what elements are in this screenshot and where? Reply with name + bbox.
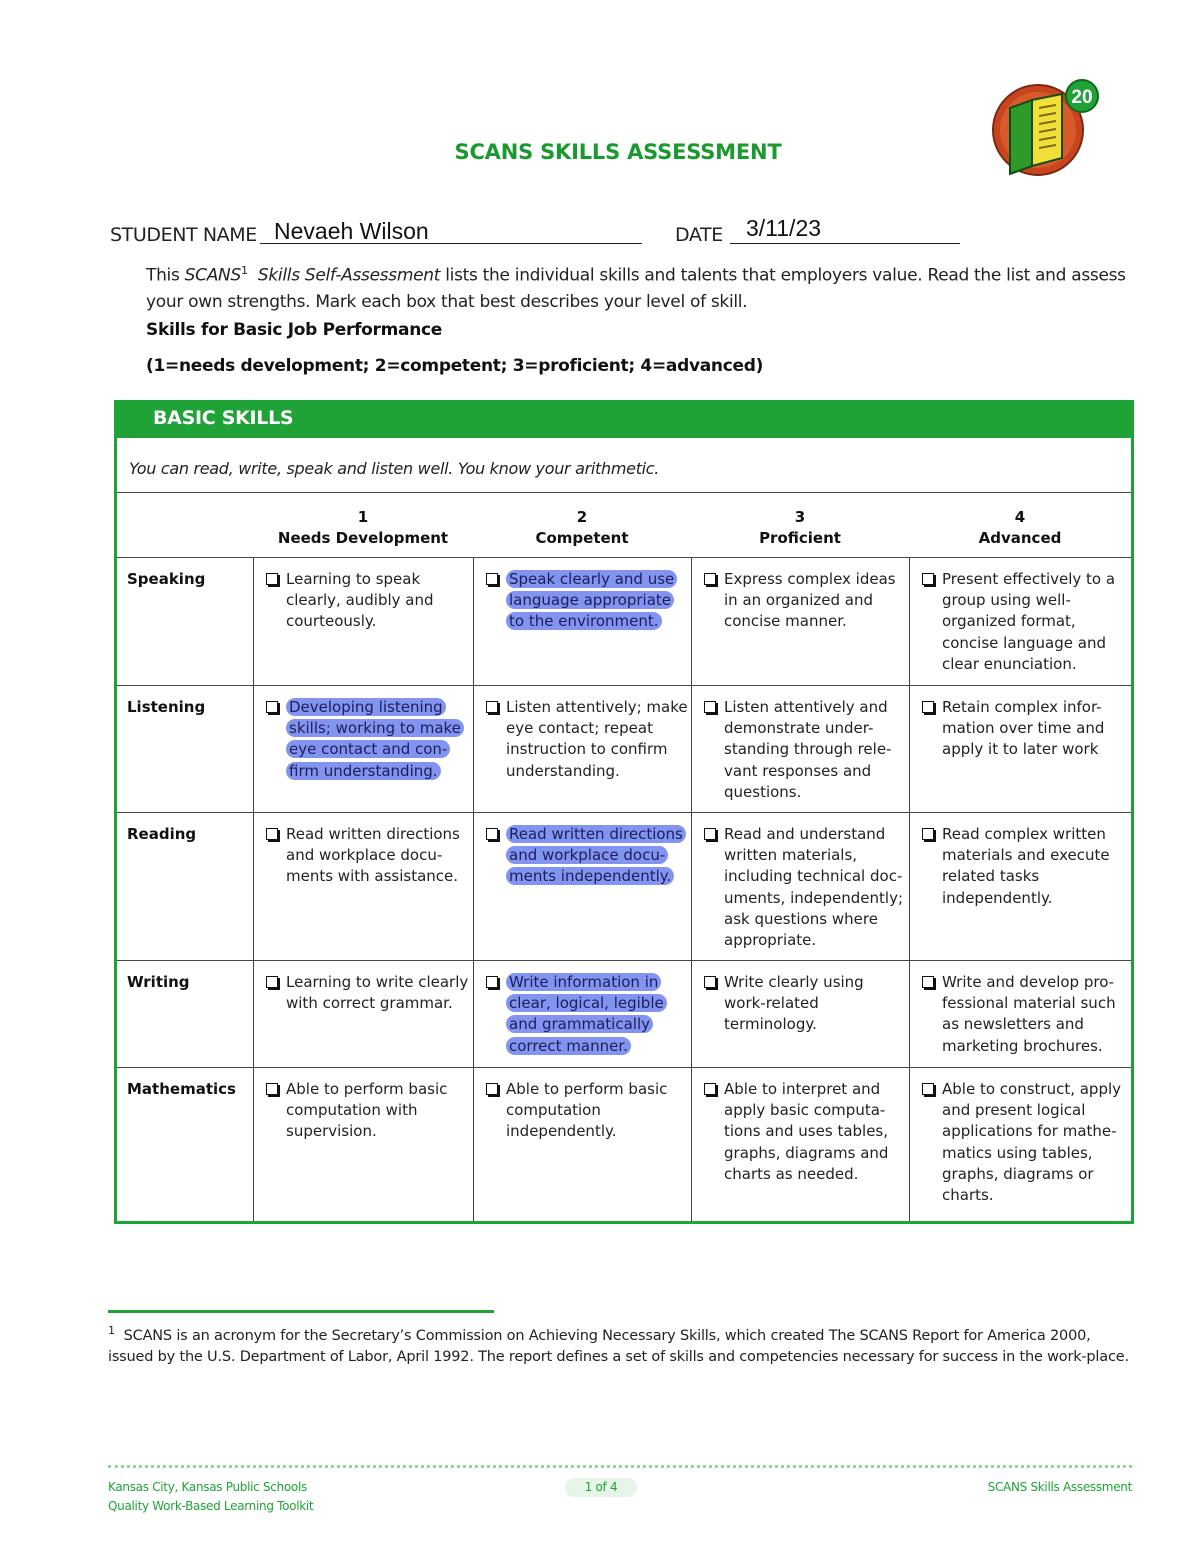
skill-option-text: Listen attentively; make eye contact; repeat instruction to confirm understanding. bbox=[506, 698, 688, 780]
footer-org-line1: Kansas City, Kansas Public Schools bbox=[108, 1480, 307, 1494]
skill-option-text: Able to perform basic computation with supervision. bbox=[286, 1080, 448, 1141]
section-description: You can read, write, speak and listen well. You know your arithmetic. bbox=[129, 459, 660, 478]
checkbox-icon[interactable] bbox=[922, 573, 934, 585]
skill-option-text: Express complex ideas in an organized and concise manner. bbox=[724, 570, 896, 631]
skill-option-writing-4[interactable] bbox=[922, 972, 1134, 1057]
skill-option-text: Learning to speak clearly, audibly and courteously. bbox=[286, 570, 434, 631]
skill-option-speaking-1[interactable] bbox=[266, 569, 476, 633]
skill-option-text: Retain complex infor- mation over time and apply it to later work bbox=[942, 698, 1105, 759]
footnote: $^1$ SCANS is an acronym for the Secretary’s Commission on Achieving Necessary Skills, which created The SCANS Report for America 2000, issued by the U.S. Department of Labor, April 1992. The report defines a set of skills and competencies necessary for success in the work-place. bbox=[108, 1324, 1129, 1366]
checkbox-icon[interactable] bbox=[266, 1083, 278, 1095]
footer-doc-title: SCANS Skills Assessment bbox=[987, 1480, 1132, 1494]
highlighted-skill-option-text: Developing listening skills; working to make eye contact and con- firm understanding. bbox=[286, 698, 464, 780]
skill-option-mathematics-1[interactable] bbox=[266, 1079, 476, 1143]
skill-option-speaking-4[interactable] bbox=[922, 569, 1134, 675]
checkbox-icon[interactable] bbox=[704, 573, 716, 585]
skill-option-text: Able to interpret and apply basic computa- tions and uses tables, graphs, diagrams and charts as needed. bbox=[724, 1080, 889, 1183]
checkbox-icon[interactable] bbox=[922, 701, 934, 713]
student-name-label: STUDENT NAME bbox=[110, 224, 257, 246]
badge-number: 20 bbox=[1071, 87, 1093, 108]
skill-option-text: Read complex written materials and execute related tasks independently. bbox=[942, 825, 1110, 907]
skill-option-mathematics-2[interactable] bbox=[486, 1079, 694, 1143]
skill-option-reading-2[interactable] bbox=[486, 824, 694, 888]
column-header-4: 4 Advanced bbox=[978, 508, 1062, 547]
checkbox-icon[interactable] bbox=[486, 1083, 498, 1095]
skill-option-text: Listen attentively and demonstrate under- standing through rele- vant responses and questions. bbox=[724, 698, 892, 801]
checkbox-icon[interactable] bbox=[486, 828, 498, 840]
checkbox-icon[interactable] bbox=[704, 976, 716, 988]
column-header-2: 2 Competent bbox=[535, 508, 629, 547]
skill-option-speaking-2[interactable] bbox=[486, 569, 694, 633]
skill-option-writing-3[interactable] bbox=[704, 972, 912, 1036]
intro-paragraph: This SCANS$^1$ Skills Self-Assessment lists the individual skills and talents that employers value. Read the list and assess your own strengths. Mark each box that best describes your level of skill. bbox=[146, 264, 1126, 312]
skill-option-listening-1[interactable] bbox=[266, 697, 476, 782]
page-number: 1 of 4 bbox=[565, 1478, 637, 1497]
skill-option-text: Write and develop pro- fessional material such as newsletters and marketing brochures. bbox=[942, 973, 1116, 1055]
checkbox-icon[interactable] bbox=[704, 1083, 716, 1095]
highlighted-skill-option-text: Read written directions and workplace docu- ments independently. bbox=[506, 825, 686, 885]
skill-option-text: Read and understand written materials, including technical doc- uments, independently; ask questions where appropriate. bbox=[724, 825, 904, 950]
checkbox-icon[interactable] bbox=[922, 828, 934, 840]
row-label-reading: Reading bbox=[127, 825, 197, 843]
checkbox-icon[interactable] bbox=[486, 701, 498, 713]
footnote-rule bbox=[108, 1310, 494, 1313]
skill-option-reading-3[interactable] bbox=[704, 824, 912, 951]
skill-option-writing-1[interactable] bbox=[266, 972, 476, 1014]
skill-option-mathematics-4[interactable] bbox=[922, 1079, 1134, 1206]
footer-org-line2: Quality Work-Based Learning Toolkit bbox=[108, 1499, 314, 1513]
date-label: DATE bbox=[675, 224, 723, 246]
section-header bbox=[117, 403, 1131, 438]
checkbox-icon[interactable] bbox=[266, 828, 278, 840]
basic-skills-table bbox=[114, 400, 1134, 1224]
checkbox-icon[interactable] bbox=[266, 573, 278, 585]
skill-option-writing-2[interactable] bbox=[486, 972, 694, 1057]
skill-option-speaking-3[interactable] bbox=[704, 569, 912, 633]
skill-option-listening-4[interactable] bbox=[922, 697, 1134, 761]
checkbox-icon[interactable] bbox=[266, 701, 278, 713]
checkbox-icon[interactable] bbox=[486, 573, 498, 585]
skill-option-text: Learning to write clearly with correct grammar. bbox=[286, 973, 469, 1013]
row-label-writing: Writing bbox=[127, 973, 190, 991]
row-label-mathematics: Mathematics bbox=[127, 1080, 236, 1098]
date-value[interactable]: 3/11/23 bbox=[746, 215, 822, 241]
skill-option-text: Write clearly using work-related terminology. bbox=[724, 973, 864, 1034]
skill-option-text: Able to construct, apply and present logical applications for mathe- matics using tables, graphs, diagrams or charts. bbox=[942, 1080, 1122, 1205]
checkbox-icon[interactable] bbox=[486, 976, 498, 988]
skill-option-text: Present effectively to a group using well- organized format, concise language and clear enunciation. bbox=[942, 570, 1116, 673]
skill-option-listening-3[interactable] bbox=[704, 697, 912, 803]
section-heading: BASIC SKILLS bbox=[153, 407, 294, 429]
skill-option-mathematics-3[interactable] bbox=[704, 1079, 912, 1185]
skill-option-reading-4[interactable] bbox=[922, 824, 1134, 909]
checkbox-icon[interactable] bbox=[922, 976, 934, 988]
student-name-value[interactable]: Nevaeh Wilson bbox=[274, 218, 429, 244]
page-title: SCANS SKILLS ASSESSMENT bbox=[454, 140, 782, 164]
subheading: Skills for Basic Job Performance bbox=[146, 320, 443, 340]
skill-option-listening-2[interactable] bbox=[486, 697, 694, 782]
skill-option-reading-1[interactable] bbox=[266, 824, 476, 888]
checkbox-icon[interactable] bbox=[922, 1083, 934, 1095]
row-label-listening: Listening bbox=[127, 698, 206, 716]
skill-option-text: Able to perform basic computation independently. bbox=[506, 1080, 668, 1141]
rating-scale: (1=needs development; 2=competent; 3=proficient; 4=advanced) bbox=[146, 356, 764, 376]
checkbox-icon[interactable] bbox=[704, 828, 716, 840]
highlighted-skill-option-text: Write information in clear, logical, legible and grammatically correct manner. bbox=[506, 973, 667, 1055]
book-badge-icon bbox=[990, 78, 1100, 178]
skill-option-text: Read written directions and workplace docu- ments with assistance. bbox=[286, 825, 460, 886]
column-header-1: 1 Needs Development bbox=[277, 508, 449, 547]
date-line bbox=[730, 243, 960, 244]
highlighted-skill-option-text: Speak clearly and use language appropriate to the environment. bbox=[506, 570, 677, 630]
footer-divider bbox=[108, 1465, 1132, 1468]
checkbox-icon[interactable] bbox=[266, 976, 278, 988]
checkbox-icon[interactable] bbox=[704, 701, 716, 713]
row-label-speaking: Speaking bbox=[127, 570, 206, 588]
column-header-3: 3 Proficient bbox=[759, 508, 841, 547]
